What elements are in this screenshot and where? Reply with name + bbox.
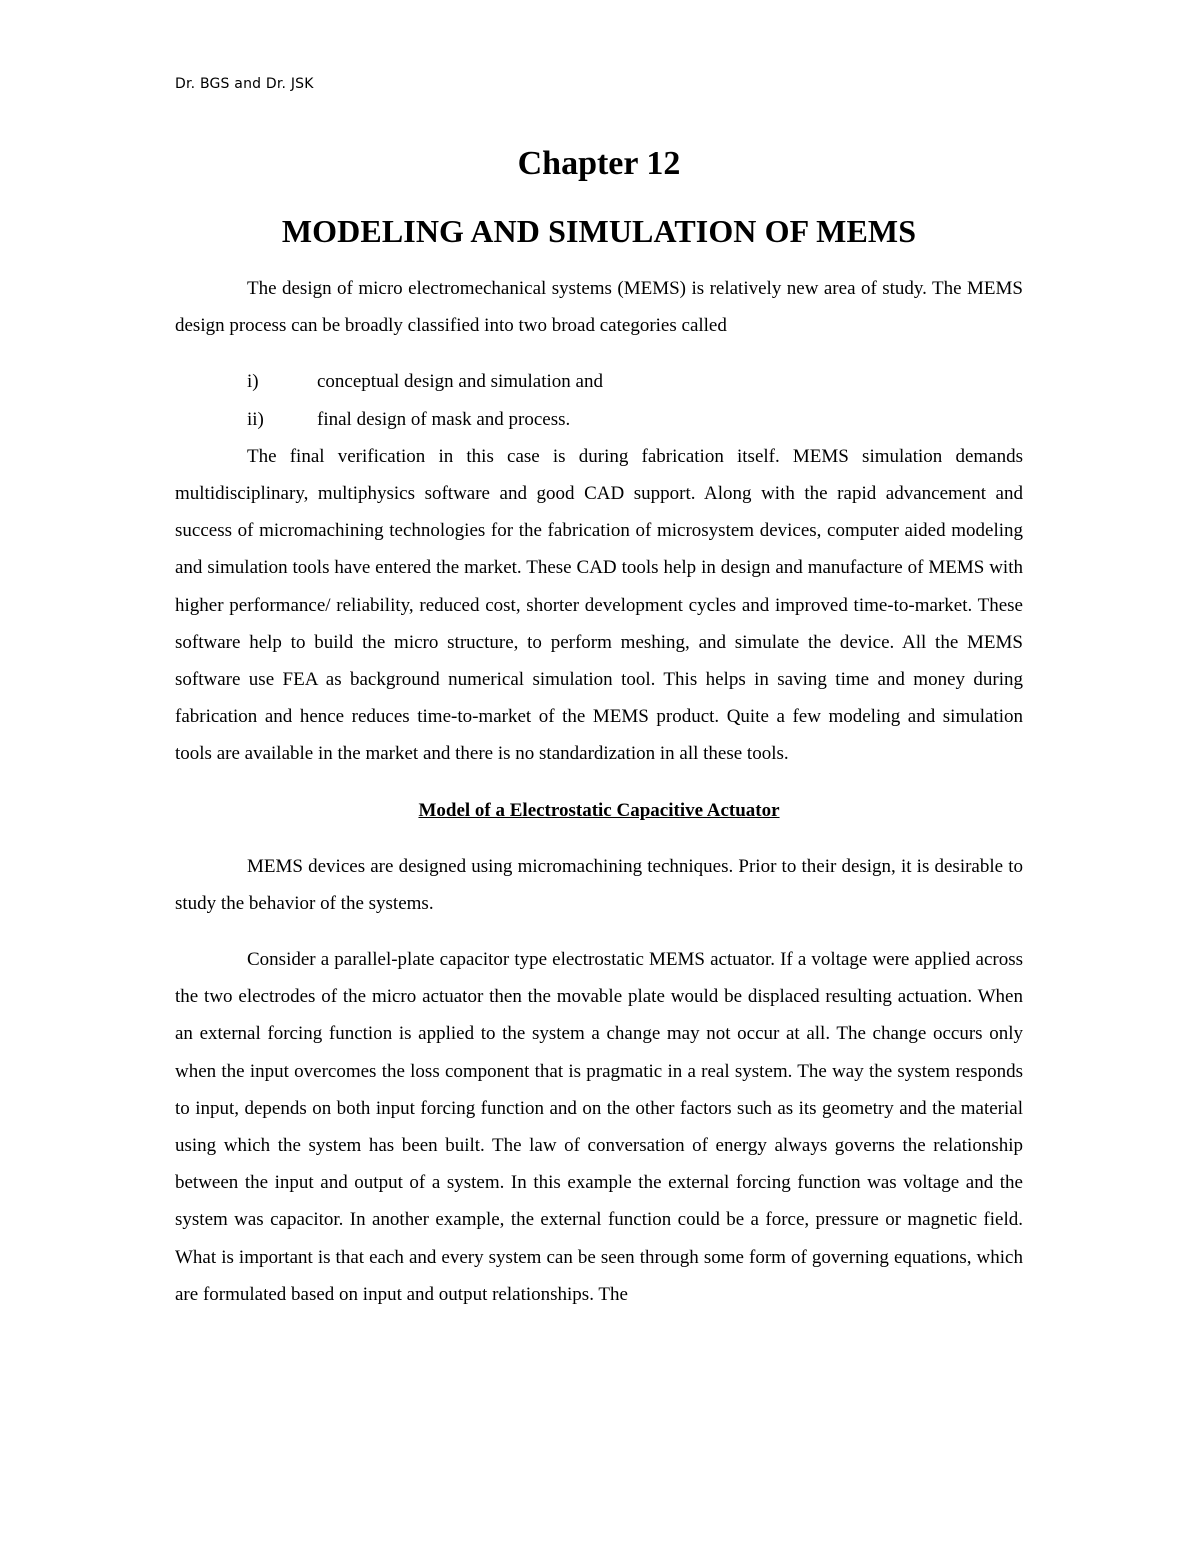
running-header: Dr. BGS and Dr. JSK (175, 76, 314, 92)
list-item-text: conceptual design and simulation and (317, 371, 603, 393)
section-paragraph-1: MEMS devices are designed using micromachining techniques. Prior to their design, it is desirable to study the behavior of the systems. (175, 855, 1023, 914)
list-item (175, 363, 1023, 400)
verification-paragraph: The final verification in this case is during fabrication itself. MEMS simulation demands multidisciplinary, multiphysics software and good CAD support. Along with the rapid advancement and success of micromachining technologies for the fabrication of microsystem devices, computer aided modeling and simulation tools have entered the market. These CAD tools help in design and manufacture of MEMS with higher performance/ reliability, reduced cost, shorter development cycles and improved time-to-market. These software help to build the micro structure, to perform meshing, and simulate the device. All the MEMS software use FEA as background numerical simulation tool. This helps in saving time and money during fabrication and hence reduces time-to-market of the MEMS product. Quite a few modeling and simulation tools are available in the market and there is no standardization in all these tools. (175, 445, 1023, 765)
section-heading: Model of a Electrostatic Capacitive Actuator (418, 799, 780, 821)
chapter-title: MODELING AND SIMULATION OF MEMS (281, 213, 917, 249)
category-list (175, 363, 1023, 437)
section-paragraph-2: Consider a parallel-plate capacitor type electrostatic MEMS actuator. If a voltage were applied across the two electrodes of the micro actuator then the movable plate would be displaced resulting actuation. When an external forcing function is applied to the system a change may not occur at all. The change occurs only when the input overcomes the loss component that is pragmatic in a real system. The way the system responds to input, depends on both input forcing function and on the other factors such as its geometry and the material using which the system has been built. The law of conversation of energy always governs the relationship between the input and output of a system. In this example the external forcing function was voltage and the system was capacitor. In another example, the external function could be a force, pressure or magnetic field. What is important is that each and every system can be seen through some form of governing equations, which are formulated based on input and output relationships. The (175, 949, 1023, 1305)
chapter-number: Chapter 12 (517, 145, 681, 182)
list-marker: ii) (247, 408, 264, 430)
list-marker: i) (247, 371, 259, 393)
page-content (175, 140, 1023, 1313)
list-item-text: final design of mask and process. (317, 408, 571, 430)
list-item (175, 401, 1023, 438)
intro-paragraph: The design of micro electromechanical systems (MEMS) is relatively new area of study. The MEMS design process can be broadly classified into two broad categories called (175, 278, 1023, 337)
